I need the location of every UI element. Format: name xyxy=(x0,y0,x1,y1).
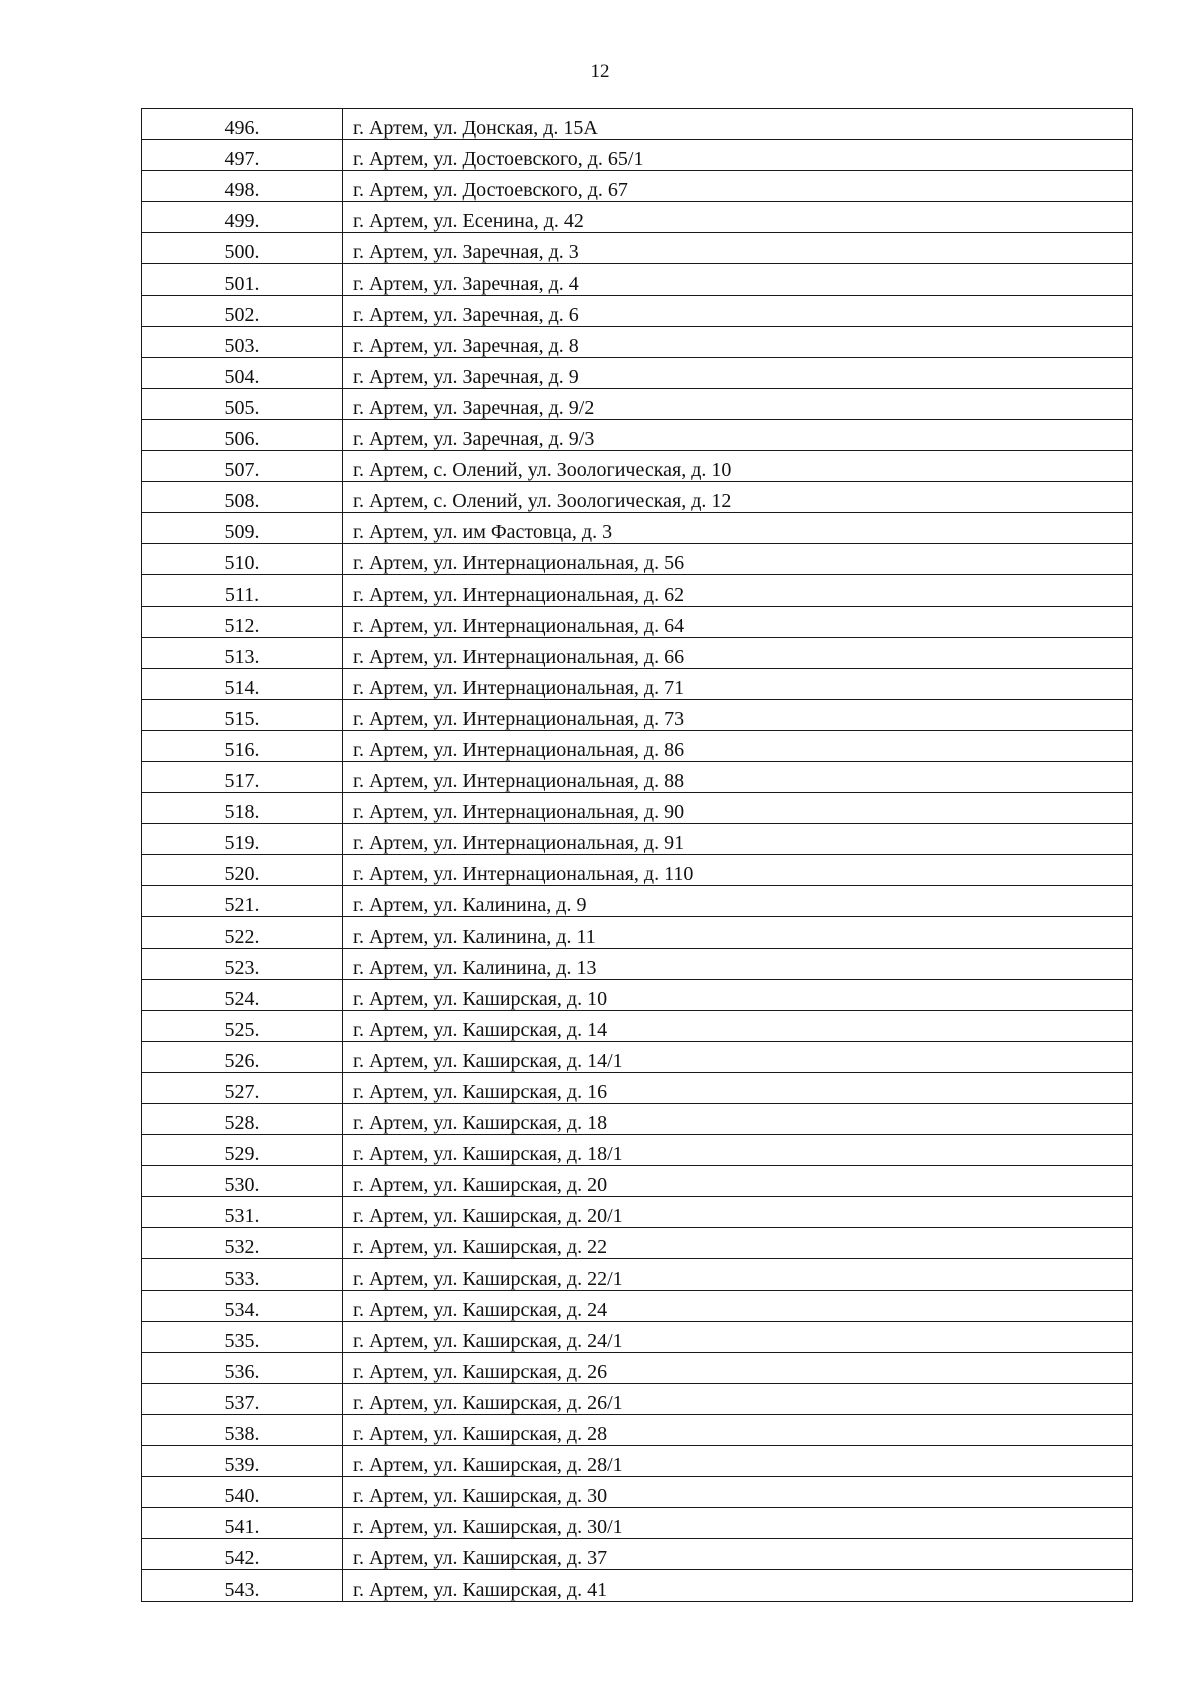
row-number-cell: 543. xyxy=(142,1570,343,1601)
table-row xyxy=(142,171,1133,202)
address-cell: г. Артем, ул. Интернациональная, д. 64 xyxy=(343,606,1133,637)
row-number-cell: 524. xyxy=(142,979,343,1010)
row-number-cell: 525. xyxy=(142,1010,343,1041)
row-number-cell: 527. xyxy=(142,1072,343,1103)
address-cell: г. Артем, ул. Каширская, д. 28/1 xyxy=(343,1446,1133,1477)
table-row xyxy=(142,1383,1133,1414)
address-cell: г. Артем, ул. Каширская, д. 14/1 xyxy=(343,1041,1133,1072)
table-row xyxy=(142,233,1133,264)
table-row xyxy=(142,730,1133,761)
address-cell: г. Артем, ул. Заречная, д. 9/3 xyxy=(343,419,1133,450)
row-number-cell: 532. xyxy=(142,1228,343,1259)
table-row xyxy=(142,482,1133,513)
row-number-cell: 504. xyxy=(142,357,343,388)
table-row xyxy=(142,824,1133,855)
address-table-body xyxy=(142,109,1133,1602)
row-number-cell: 514. xyxy=(142,668,343,699)
row-number-cell: 497. xyxy=(142,140,343,171)
address-cell: г. Артем, ул. Интернациональная, д. 62 xyxy=(343,575,1133,606)
table-row xyxy=(142,1352,1133,1383)
table-row xyxy=(142,1228,1133,1259)
address-cell: г. Артем, ул. Каширская, д. 30/1 xyxy=(343,1508,1133,1539)
row-number-cell: 519. xyxy=(142,824,343,855)
row-number-cell: 510. xyxy=(142,544,343,575)
address-cell: г. Артем, ул. Интернациональная, д. 73 xyxy=(343,699,1133,730)
row-number-cell: 513. xyxy=(142,637,343,668)
table-row xyxy=(142,979,1133,1010)
address-cell: г. Артем, ул. Интернациональная, д. 110 xyxy=(343,855,1133,886)
address-table xyxy=(141,108,1133,1602)
address-cell: г. Артем, ул. Каширская, д. 37 xyxy=(343,1539,1133,1570)
address-cell: г. Артем, ул. Интернациональная, д. 88 xyxy=(343,761,1133,792)
row-number-cell: 507. xyxy=(142,451,343,482)
address-cell: г. Артем, ул. Каширская, д. 30 xyxy=(343,1477,1133,1508)
row-number-cell: 503. xyxy=(142,326,343,357)
table-row xyxy=(142,419,1133,450)
row-number-cell: 535. xyxy=(142,1321,343,1352)
row-number-cell: 496. xyxy=(142,109,343,140)
row-number-cell: 540. xyxy=(142,1477,343,1508)
row-number-cell: 541. xyxy=(142,1508,343,1539)
table-row xyxy=(142,886,1133,917)
table-row xyxy=(142,264,1133,295)
address-cell: г. Артем, ул. Каширская, д. 22 xyxy=(343,1228,1133,1259)
table-row xyxy=(142,544,1133,575)
table-row xyxy=(142,109,1133,140)
address-cell: г. Артем, ул. Каширская, д. 16 xyxy=(343,1072,1133,1103)
address-cell: г. Артем, ул. Каширская, д. 18/1 xyxy=(343,1135,1133,1166)
address-cell: г. Артем, ул. Каширская, д. 22/1 xyxy=(343,1259,1133,1290)
row-number-cell: 536. xyxy=(142,1352,343,1383)
address-cell: г. Артем, ул. Интернациональная, д. 90 xyxy=(343,793,1133,824)
address-cell: г. Артем, ул. Каширская, д. 26/1 xyxy=(343,1383,1133,1414)
row-number-cell: 506. xyxy=(142,419,343,450)
table-row xyxy=(142,1508,1133,1539)
row-number-cell: 517. xyxy=(142,761,343,792)
address-cell: г. Артем, ул. Каширская, д. 24/1 xyxy=(343,1321,1133,1352)
table-row xyxy=(142,1010,1133,1041)
row-number-cell: 516. xyxy=(142,730,343,761)
table-row xyxy=(142,917,1133,948)
address-cell: г. Артем, ул. Калинина, д. 13 xyxy=(343,948,1133,979)
address-cell: г. Артем, ул. Достоевского, д. 67 xyxy=(343,171,1133,202)
table-row xyxy=(142,761,1133,792)
row-number-cell: 526. xyxy=(142,1041,343,1072)
row-number-cell: 538. xyxy=(142,1414,343,1445)
address-cell: г. Артем, ул. Интернациональная, д. 71 xyxy=(343,668,1133,699)
row-number-cell: 500. xyxy=(142,233,343,264)
address-cell: г. Артем, ул. им Фастовца, д. 3 xyxy=(343,513,1133,544)
address-cell: г. Артем, ул. Интернациональная, д. 66 xyxy=(343,637,1133,668)
table-row xyxy=(142,295,1133,326)
row-number-cell: 522. xyxy=(142,917,343,948)
address-cell: г. Артем, ул. Калинина, д. 9 xyxy=(343,886,1133,917)
table-row xyxy=(142,513,1133,544)
table-row xyxy=(142,1446,1133,1477)
table-row xyxy=(142,1135,1133,1166)
address-cell: г. Артем, с. Олений, ул. Зоологическая, д. 10 xyxy=(343,451,1133,482)
table-row xyxy=(142,637,1133,668)
address-cell: г. Артем, ул. Каширская, д. 41 xyxy=(343,1570,1133,1601)
address-cell: г. Артем, с. Олений, ул. Зоологическая, д. 12 xyxy=(343,482,1133,513)
table-row xyxy=(142,357,1133,388)
table-row xyxy=(142,1072,1133,1103)
row-number-cell: 533. xyxy=(142,1259,343,1290)
table-row xyxy=(142,1041,1133,1072)
address-cell: г. Артем, ул. Заречная, д. 9 xyxy=(343,357,1133,388)
table-row xyxy=(142,202,1133,233)
table-row xyxy=(142,1539,1133,1570)
table-row xyxy=(142,606,1133,637)
row-number-cell: 542. xyxy=(142,1539,343,1570)
address-cell: г. Артем, ул. Каширская, д. 14 xyxy=(343,1010,1133,1041)
row-number-cell: 537. xyxy=(142,1383,343,1414)
address-cell: г. Артем, ул. Каширская, д. 24 xyxy=(343,1290,1133,1321)
address-cell: г. Артем, ул. Интернациональная, д. 86 xyxy=(343,730,1133,761)
table-row xyxy=(142,575,1133,606)
address-cell: г. Артем, ул. Интернациональная, д. 91 xyxy=(343,824,1133,855)
row-number-cell: 520. xyxy=(142,855,343,886)
address-cell: г. Артем, ул. Донская, д. 15А xyxy=(343,109,1133,140)
table-row xyxy=(142,855,1133,886)
row-number-cell: 518. xyxy=(142,793,343,824)
table-row xyxy=(142,948,1133,979)
row-number-cell: 529. xyxy=(142,1135,343,1166)
table-row xyxy=(142,1477,1133,1508)
row-number-cell: 534. xyxy=(142,1290,343,1321)
table-row xyxy=(142,1104,1133,1135)
row-number-cell: 528. xyxy=(142,1104,343,1135)
row-number-cell: 501. xyxy=(142,264,343,295)
address-cell: г. Артем, ул. Интернациональная, д. 56 xyxy=(343,544,1133,575)
address-cell: г. Артем, ул. Заречная, д. 6 xyxy=(343,295,1133,326)
table-row xyxy=(142,140,1133,171)
row-number-cell: 499. xyxy=(142,202,343,233)
address-cell: г. Артем, ул. Каширская, д. 10 xyxy=(343,979,1133,1010)
row-number-cell: 523. xyxy=(142,948,343,979)
row-number-cell: 512. xyxy=(142,606,343,637)
row-number-cell: 509. xyxy=(142,513,343,544)
address-cell: г. Артем, ул. Достоевского, д. 65/1 xyxy=(343,140,1133,171)
row-number-cell: 531. xyxy=(142,1197,343,1228)
table-row xyxy=(142,668,1133,699)
table-row xyxy=(142,326,1133,357)
address-cell: г. Артем, ул. Заречная, д. 9/2 xyxy=(343,388,1133,419)
table-row xyxy=(142,388,1133,419)
table-row xyxy=(142,1259,1133,1290)
table-row xyxy=(142,1290,1133,1321)
row-number-cell: 505. xyxy=(142,388,343,419)
row-number-cell: 521. xyxy=(142,886,343,917)
page-number: 12 xyxy=(590,61,610,82)
row-number-cell: 498. xyxy=(142,171,343,202)
row-number-cell: 511. xyxy=(142,575,343,606)
row-number-cell: 530. xyxy=(142,1166,343,1197)
address-cell: г. Артем, ул. Каширская, д. 20 xyxy=(343,1166,1133,1197)
address-cell: г. Артем, ул. Калинина, д. 11 xyxy=(343,917,1133,948)
row-number-cell: 539. xyxy=(142,1446,343,1477)
address-cell: г. Артем, ул. Каширская, д. 18 xyxy=(343,1104,1133,1135)
address-cell: г. Артем, ул. Каширская, д. 26 xyxy=(343,1352,1133,1383)
table-row xyxy=(142,1321,1133,1352)
table-row xyxy=(142,451,1133,482)
row-number-cell: 515. xyxy=(142,699,343,730)
table-row xyxy=(142,1197,1133,1228)
table-row xyxy=(142,1414,1133,1445)
row-number-cell: 502. xyxy=(142,295,343,326)
row-number-cell: 508. xyxy=(142,482,343,513)
address-cell: г. Артем, ул. Заречная, д. 8 xyxy=(343,326,1133,357)
address-cell: г. Артем, ул. Есенина, д. 42 xyxy=(343,202,1133,233)
table-row xyxy=(142,1166,1133,1197)
address-cell: г. Артем, ул. Заречная, д. 3 xyxy=(343,233,1133,264)
address-cell: г. Артем, ул. Каширская, д. 20/1 xyxy=(343,1197,1133,1228)
address-cell: г. Артем, ул. Каширская, д. 28 xyxy=(343,1414,1133,1445)
table-row xyxy=(142,699,1133,730)
table-row xyxy=(142,1570,1133,1601)
table-row xyxy=(142,793,1133,824)
address-cell: г. Артем, ул. Заречная, д. 4 xyxy=(343,264,1133,295)
